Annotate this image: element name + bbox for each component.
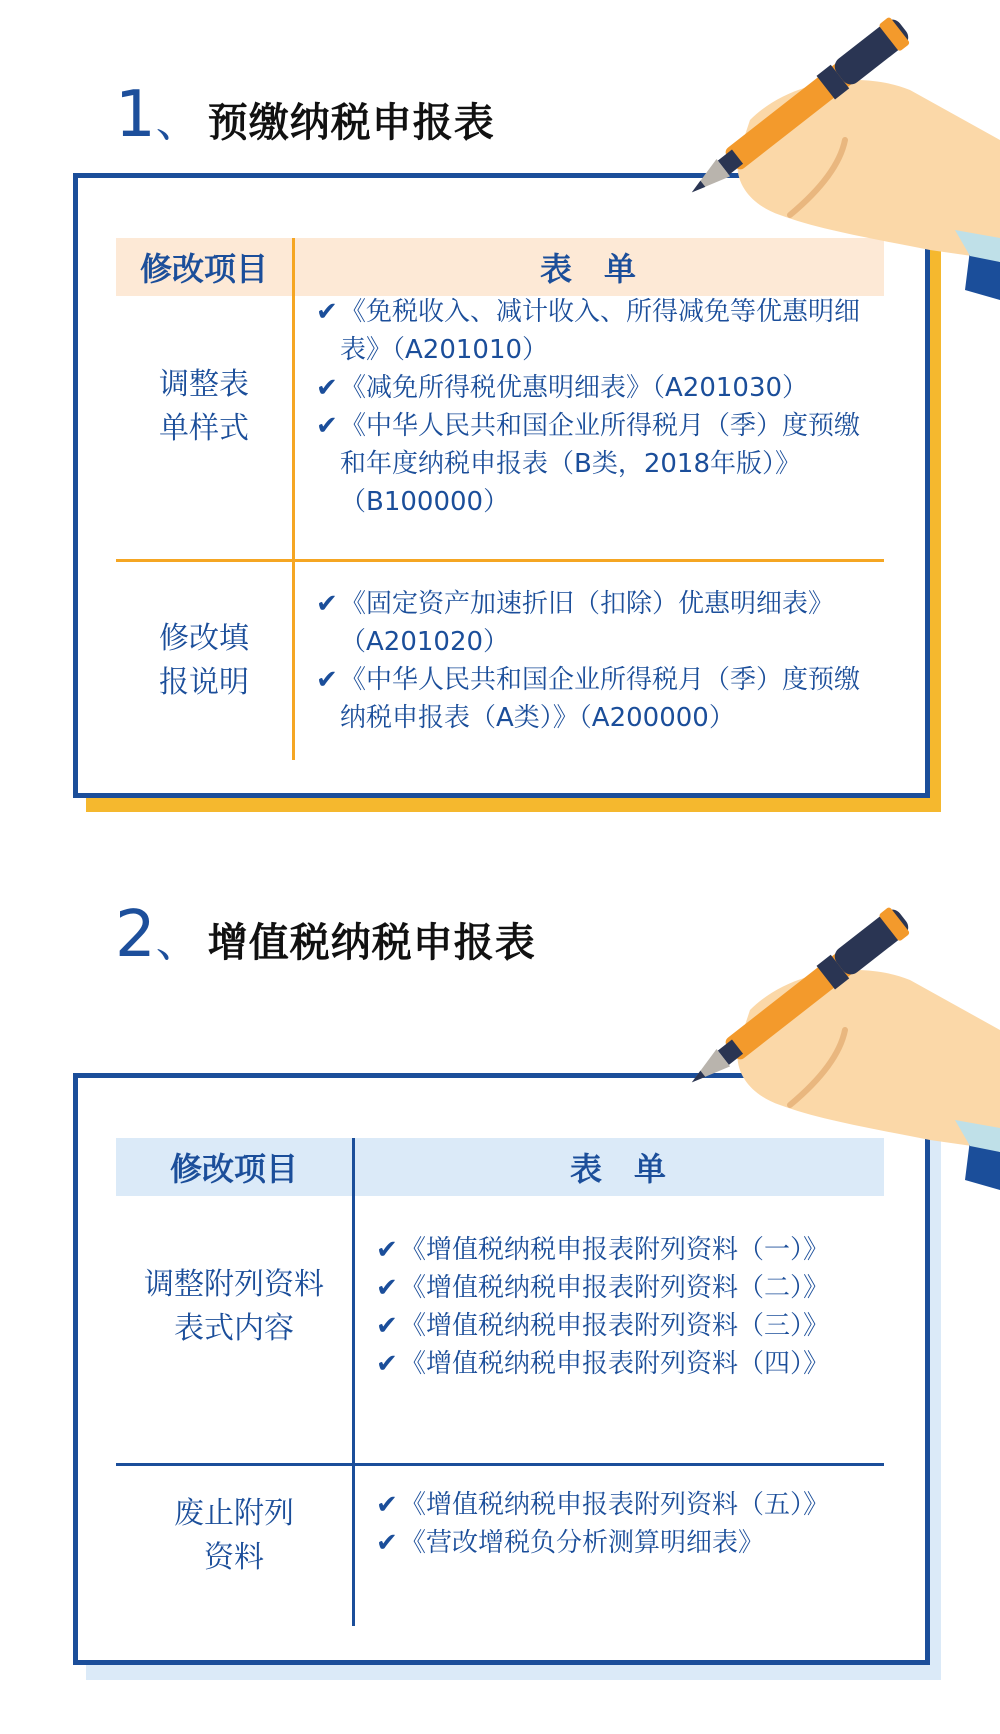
check-icon: ✔ — [316, 297, 338, 327]
list-item: ✔ 《增值税纳税申报表附列资料（三）》 — [376, 1307, 884, 1345]
list-item: ✔ 《中华人民共和国企业所得税月（季）度预缴和年度纳税申报表（B类，2018年版）》（B100000） — [316, 407, 884, 521]
list-item: ✔ 《免税收入、减计收入、所得减免等优惠明细表》（A201010） — [316, 293, 884, 369]
check-icon: ✔ — [376, 1235, 398, 1265]
table-row — [116, 1466, 884, 1606]
hand-pen-illustration — [670, 0, 1000, 320]
header-form: 表 单 — [539, 250, 636, 288]
row-label: 调整附列资料表式内容 — [144, 1267, 324, 1346]
enum-comma: 、 — [155, 96, 200, 147]
row-items — [292, 296, 884, 518]
header-item: 修改项目 — [139, 250, 268, 288]
column-divider — [292, 238, 295, 760]
check-icon: ✔ — [316, 664, 338, 695]
check-icon: ✔ — [316, 411, 338, 441]
check-icon: ✔ — [376, 1490, 398, 1520]
check-icon: ✔ — [376, 1528, 398, 1558]
check-icon: ✔ — [376, 1273, 398, 1303]
check-icon: ✔ — [376, 1349, 398, 1379]
section-number: 2 — [115, 898, 156, 972]
table-row — [116, 296, 884, 518]
row-items — [352, 1466, 884, 1606]
list-item: ✔ 《增值税纳税申报表附列资料（二）》 — [376, 1269, 884, 1307]
column-divider — [352, 1138, 355, 1626]
changes-table — [116, 1138, 884, 1626]
check-icon: ✔ — [316, 373, 338, 403]
header-item: 修改项目 — [169, 1150, 298, 1188]
section-heading — [115, 898, 536, 972]
hand-pen-illustration — [670, 890, 1000, 1210]
row-items — [352, 1196, 884, 1418]
section-vat-tax-return — [0, 900, 1000, 1660]
section-number: 1 — [115, 78, 156, 152]
section-prepaid-tax-return — [0, 0, 1000, 820]
row-divider — [116, 559, 884, 562]
section-title: 增值税纳税申报表 — [207, 920, 536, 966]
section-title: 预缴纳税申报表 — [207, 100, 495, 146]
list-item: ✔ 《减免所得税优惠明细表》（A201030） — [316, 369, 884, 407]
section-heading — [115, 78, 495, 152]
list-item: ✔ 《增值税纳税申报表附列资料（四）》 — [376, 1345, 884, 1383]
row-label: 废止附列资料 — [174, 1496, 294, 1575]
list-item: ✔ 《增值税纳税申报表附列资料（一）》 — [376, 1231, 884, 1269]
list-item: ✔ 《营改增税负分析测算明细表》 — [376, 1524, 884, 1562]
row-label: 调整表单样式 — [159, 367, 249, 446]
enum-comma: 、 — [155, 916, 200, 967]
row-items — [292, 563, 884, 758]
table-row — [116, 563, 884, 758]
row-label: 修改填报说明 — [159, 620, 249, 700]
list-item: ✔ 《增值税纳税申报表附列资料（五）》 — [376, 1486, 884, 1524]
table-row — [116, 1196, 884, 1418]
check-icon: ✔ — [316, 588, 338, 619]
header-form: 表 单 — [569, 1150, 666, 1188]
list-item: ✔ 《固定资产加速折旧（扣除）优惠明细表》（A201020） — [316, 585, 884, 661]
check-icon: ✔ — [376, 1311, 398, 1341]
list-item: ✔ 《中华人民共和国企业所得税月（季）度预缴纳税申报表（A类）》（A200000） — [316, 661, 884, 737]
